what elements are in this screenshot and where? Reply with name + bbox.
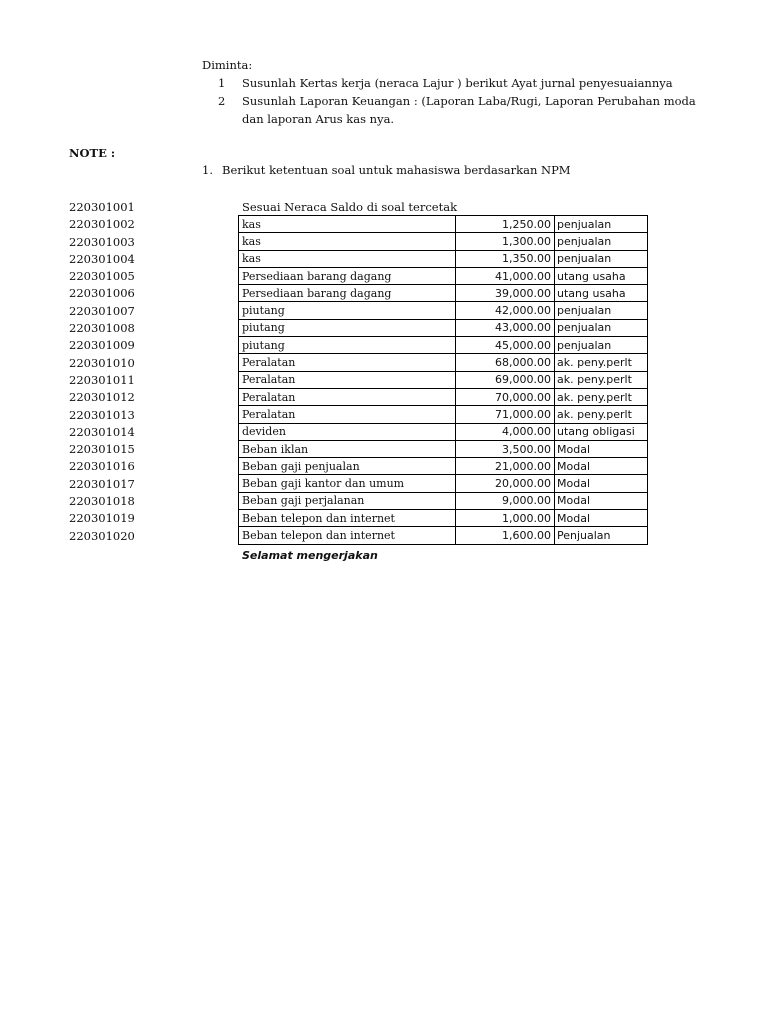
note-intro-number: 1. <box>202 163 213 177</box>
npm-item: 220301017 <box>69 476 135 491</box>
table-row <box>239 423 648 440</box>
amount-cell: 4,000.00 <box>456 423 555 440</box>
requirement-2-text: Susunlah Laporan Keuangan : (Laporan Laba/Rugi, Laporan Perubahan moda <box>242 94 696 108</box>
table-row <box>239 510 648 527</box>
pair-account-cell: penjualan <box>555 250 648 267</box>
amount-cell: 70,000.00 <box>456 388 555 405</box>
pair-account-cell: ak. peny.perlt <box>555 371 648 388</box>
account-cell: Beban gaji perjalanan <box>239 492 456 509</box>
account-cell: deviden <box>239 423 456 440</box>
account-cell: Peralatan <box>239 406 456 423</box>
account-cell: piutang <box>239 319 456 336</box>
table-row <box>239 302 648 319</box>
npm-item: 220301006 <box>69 286 135 301</box>
amount-cell: 39,000.00 <box>456 285 555 302</box>
npm-item: 220301015 <box>69 442 135 457</box>
trial-balance-table <box>238 215 648 545</box>
npm-item: 220301004 <box>69 251 135 266</box>
amount-cell: 3,500.00 <box>456 440 555 457</box>
pair-account-cell: ak. peny.perlt <box>555 406 648 423</box>
npm-item: 220301018 <box>69 494 135 509</box>
amount-cell: 69,000.00 <box>456 371 555 388</box>
requirement-1-number: 1 <box>218 76 226 90</box>
account-cell: piutang <box>239 337 456 354</box>
npm-item: 220301019 <box>69 511 135 526</box>
table-row <box>239 285 648 302</box>
table-caption: Sesuai Neraca Saldo di soal tercetak <box>242 200 458 214</box>
pair-account-cell: penjualan <box>555 233 648 250</box>
pair-account-cell: penjualan <box>555 319 648 336</box>
table-row <box>239 250 648 267</box>
requirement-1-text: Susunlah Kertas kerja (neraca Lajur ) berikut Ayat jurnal penyesuaiannya <box>242 76 673 90</box>
table-row <box>239 216 648 233</box>
pair-account-cell: ak. peny.perlt <box>555 354 648 371</box>
note-label: NOTE : <box>69 146 116 160</box>
amount-cell: 42,000.00 <box>456 302 555 319</box>
amount-cell: 21,000.00 <box>456 458 555 475</box>
npm-item: 220301011 <box>69 372 135 387</box>
closing-message: Selamat mengerjakan <box>242 549 378 562</box>
pair-account-cell: Modal <box>555 475 648 492</box>
amount-cell: 1,250.00 <box>456 216 555 233</box>
pair-account-cell: utang usaha <box>555 267 648 284</box>
npm-item: 220301012 <box>69 390 135 405</box>
amount-cell: 41,000.00 <box>456 267 555 284</box>
amount-cell: 1,600.00 <box>456 527 555 544</box>
npm-list <box>69 199 135 545</box>
npm-item: 220301010 <box>69 355 135 370</box>
npm-item: 220301005 <box>69 269 135 284</box>
npm-item: 220301009 <box>69 338 135 353</box>
table-row <box>239 319 648 336</box>
requirement-2-continuation-text: dan laporan Arus kas nya. <box>242 112 395 126</box>
npm-item: 220301013 <box>69 407 135 422</box>
amount-cell: 1,300.00 <box>456 233 555 250</box>
pair-account-cell: Modal <box>555 510 648 527</box>
amount-cell: 68,000.00 <box>456 354 555 371</box>
table-row <box>239 475 648 492</box>
table-row <box>239 337 648 354</box>
account-cell: Beban telepon dan internet <box>239 527 456 544</box>
npm-item: 220301003 <box>69 234 135 249</box>
account-cell: Peralatan <box>239 354 456 371</box>
amount-cell: 71,000.00 <box>456 406 555 423</box>
amount-cell: 1,350.00 <box>456 250 555 267</box>
npm-item: 220301007 <box>69 303 135 318</box>
note-intro-text: Berikut ketentuan soal untuk mahasiswa berdasarkan NPM <box>222 163 571 177</box>
table-row <box>239 458 648 475</box>
amount-cell: 20,000.00 <box>456 475 555 492</box>
amount-cell: 9,000.00 <box>456 492 555 509</box>
account-cell: kas <box>239 250 456 267</box>
requirement-2-number: 2 <box>218 94 226 108</box>
pair-account-cell: penjualan <box>555 216 648 233</box>
pair-account-cell: penjualan <box>555 337 648 354</box>
npm-item: 220301008 <box>69 321 135 336</box>
account-cell: Beban gaji kantor dan umum <box>239 475 456 492</box>
account-cell: kas <box>239 216 456 233</box>
pair-account-cell: Penjualan <box>555 527 648 544</box>
account-cell: Persediaan barang dagang <box>239 285 456 302</box>
account-cell: Beban iklan <box>239 440 456 457</box>
table-row <box>239 354 648 371</box>
account-cell: Persediaan barang dagang <box>239 267 456 284</box>
table-row <box>239 527 648 544</box>
pair-account-cell: ak. peny.perlt <box>555 388 648 405</box>
account-cell: kas <box>239 233 456 250</box>
npm-item: 220301001 <box>69 200 135 214</box>
table-row <box>239 267 648 284</box>
account-cell: Beban telepon dan internet <box>239 510 456 527</box>
pair-account-cell: penjualan <box>555 302 648 319</box>
npm-item: 220301002 <box>69 217 135 232</box>
table-row <box>239 440 648 457</box>
table-row <box>239 406 648 423</box>
pair-account-cell: utang obligasi <box>555 423 648 440</box>
account-cell: Peralatan <box>239 371 456 388</box>
account-cell: piutang <box>239 302 456 319</box>
npm-item: 220301014 <box>69 424 135 439</box>
npm-item: 220301016 <box>69 459 135 474</box>
pair-account-cell: Modal <box>555 440 648 457</box>
pair-account-cell: Modal <box>555 492 648 509</box>
account-cell: Beban gaji penjualan <box>239 458 456 475</box>
table-row <box>239 388 648 405</box>
amount-cell: 43,000.00 <box>456 319 555 336</box>
amount-cell: 45,000.00 <box>456 337 555 354</box>
pair-account-cell: Modal <box>555 458 648 475</box>
npm-item: 220301020 <box>69 528 135 543</box>
table-row <box>239 371 648 388</box>
amount-cell: 1,000.00 <box>456 510 555 527</box>
diminta-title: Diminta: <box>202 58 253 72</box>
account-cell: Peralatan <box>239 388 456 405</box>
pair-account-cell: utang usaha <box>555 285 648 302</box>
table-row <box>239 492 648 509</box>
table-row <box>239 233 648 250</box>
